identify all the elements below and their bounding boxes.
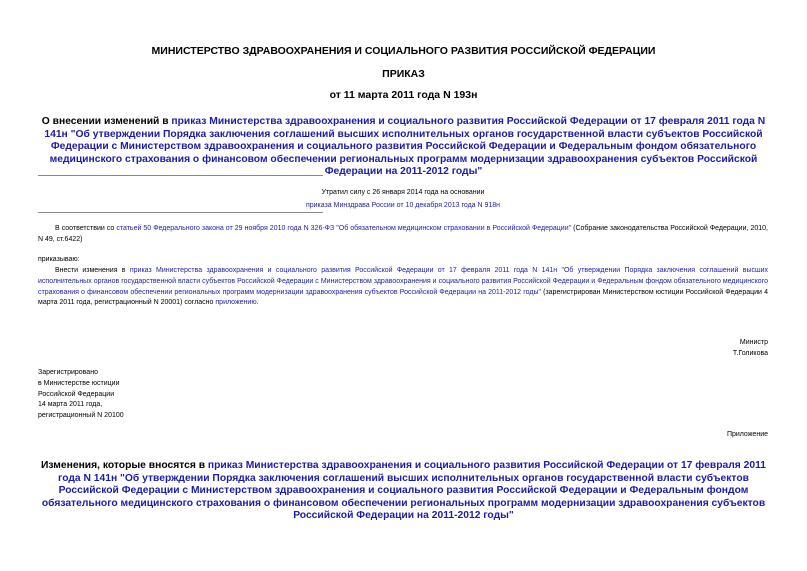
- preamble-paragraph: [38, 224, 768, 246]
- order-141n-link[interactable]: приказ Министерства здравоохранения и социального развития Российской Федерации от 17 февраля 2011 года N 141н "Об утверждении Порядка заключения соглашений высших исполнительных органов государственной власти субъектов Российской Федерации с Министерством здравоохранения и социального развития Российской Федерации и Федеральным фондом обязательного медицинского страхования о финансовом обеспечении региональных программ модернизации здравоохранения субъектов Российской Федерации на 2011-2012 годы": [38, 267, 768, 296]
- signature-block: [600, 337, 768, 359]
- void-note: [200, 187, 606, 212]
- amended-order-link[interactable]: приказ Министерства здравоохранения и социального развития Российской Федерации от 17 февраля 2011 года N 141н "Об утверждении Порядка заключения соглашений высших исполнительных органов государственной власти субъектов Российской Федерации с Министерством здравоохранения и социального развития Российской Федерации и Федеральным фондом обязательного медицинского страхования о финансовом обеспечении региональных программ модернизации здравоохранения субъектов Российской Федерации на 2011-2012 годы": [44, 116, 766, 178]
- directive-prefix: Внести изменения в: [55, 267, 130, 274]
- appendix-order-link[interactable]: приказ Министерства здравоохранения и социального развития Российской Федерации от 17 февраля 2011 года N 141н "Об утверждении Порядка заключения соглашений высших исполнительных органов государственной власти субъектов Российской Федерации с Министерством здравоохранения и социального развития Российской Федерации и Федеральным фондом обязательного медицинского страхования о финансовом обеспечении региональных программ модернизации здравоохранения субъектов Российской Федерации на 2011-2012 годы": [41, 460, 766, 522]
- preamble-prefix: В соответствии со: [55, 225, 117, 232]
- directive-end: .: [256, 299, 259, 307]
- registration-date: 14 марта 2011 года,: [38, 401, 103, 409]
- registration-line: в Министерстве юстиции: [38, 379, 120, 387]
- document-type: ПРИКАЗ: [382, 68, 425, 80]
- order-title-prefix: О внесении изменений в: [41, 116, 172, 127]
- appendix-title: [32, 460, 775, 523]
- order-title: [32, 116, 775, 179]
- void-note-text: Утратил силу с 26 января 2014 года на основании: [321, 189, 485, 196]
- appendix-label: Приложение: [726, 431, 768, 438]
- registration-line: Зарегистрировано: [38, 369, 98, 376]
- registration-number: регистрационный N 20100: [38, 412, 124, 420]
- orders-line: приказываю:: [38, 256, 80, 263]
- void-basis-link[interactable]: приказа Минздрава России от 10 декабря 2013 года N 918н: [305, 201, 501, 209]
- ministry-heading: МИНИСТЕРСТВО ЗДРАВООХРАНЕНИЯ И СОЦИАЛЬНОГО РАЗВИТИЯ РОССИЙСКОЙ ФЕДЕРАЦИИ: [151, 45, 656, 57]
- registration-block: [38, 368, 238, 422]
- federal-law-link[interactable]: статьей 50 Федерального закона от 29 ноября 2010 года N 326-ФЗ "Об обязательном медицинском страховании в Российской Федерации": [116, 225, 572, 232]
- order-date-number: от 11 марта 2011 года N 193н: [329, 89, 478, 101]
- registration-line: Российской Федерации: [38, 390, 115, 398]
- signatory-position: Министр: [739, 339, 768, 346]
- appendix-link[interactable]: приложению: [215, 299, 257, 307]
- divider-bottom: [38, 212, 323, 213]
- divider-top: [38, 175, 323, 176]
- preamble-suffix: (Собрание законодательства Российской Федерации, 2010, N 49, ст.6422): [38, 225, 768, 243]
- directive-middle: (зарегистрирован Министерством юстиции Российской Федерации 4 марта 2011 года, регистрационный N 20001) согласно: [38, 288, 768, 307]
- directive-paragraph: [38, 266, 768, 309]
- signatory-name: Т.Голикова: [732, 350, 768, 357]
- appendix-title-prefix: Изменения, которые вносятся в: [41, 460, 208, 471]
